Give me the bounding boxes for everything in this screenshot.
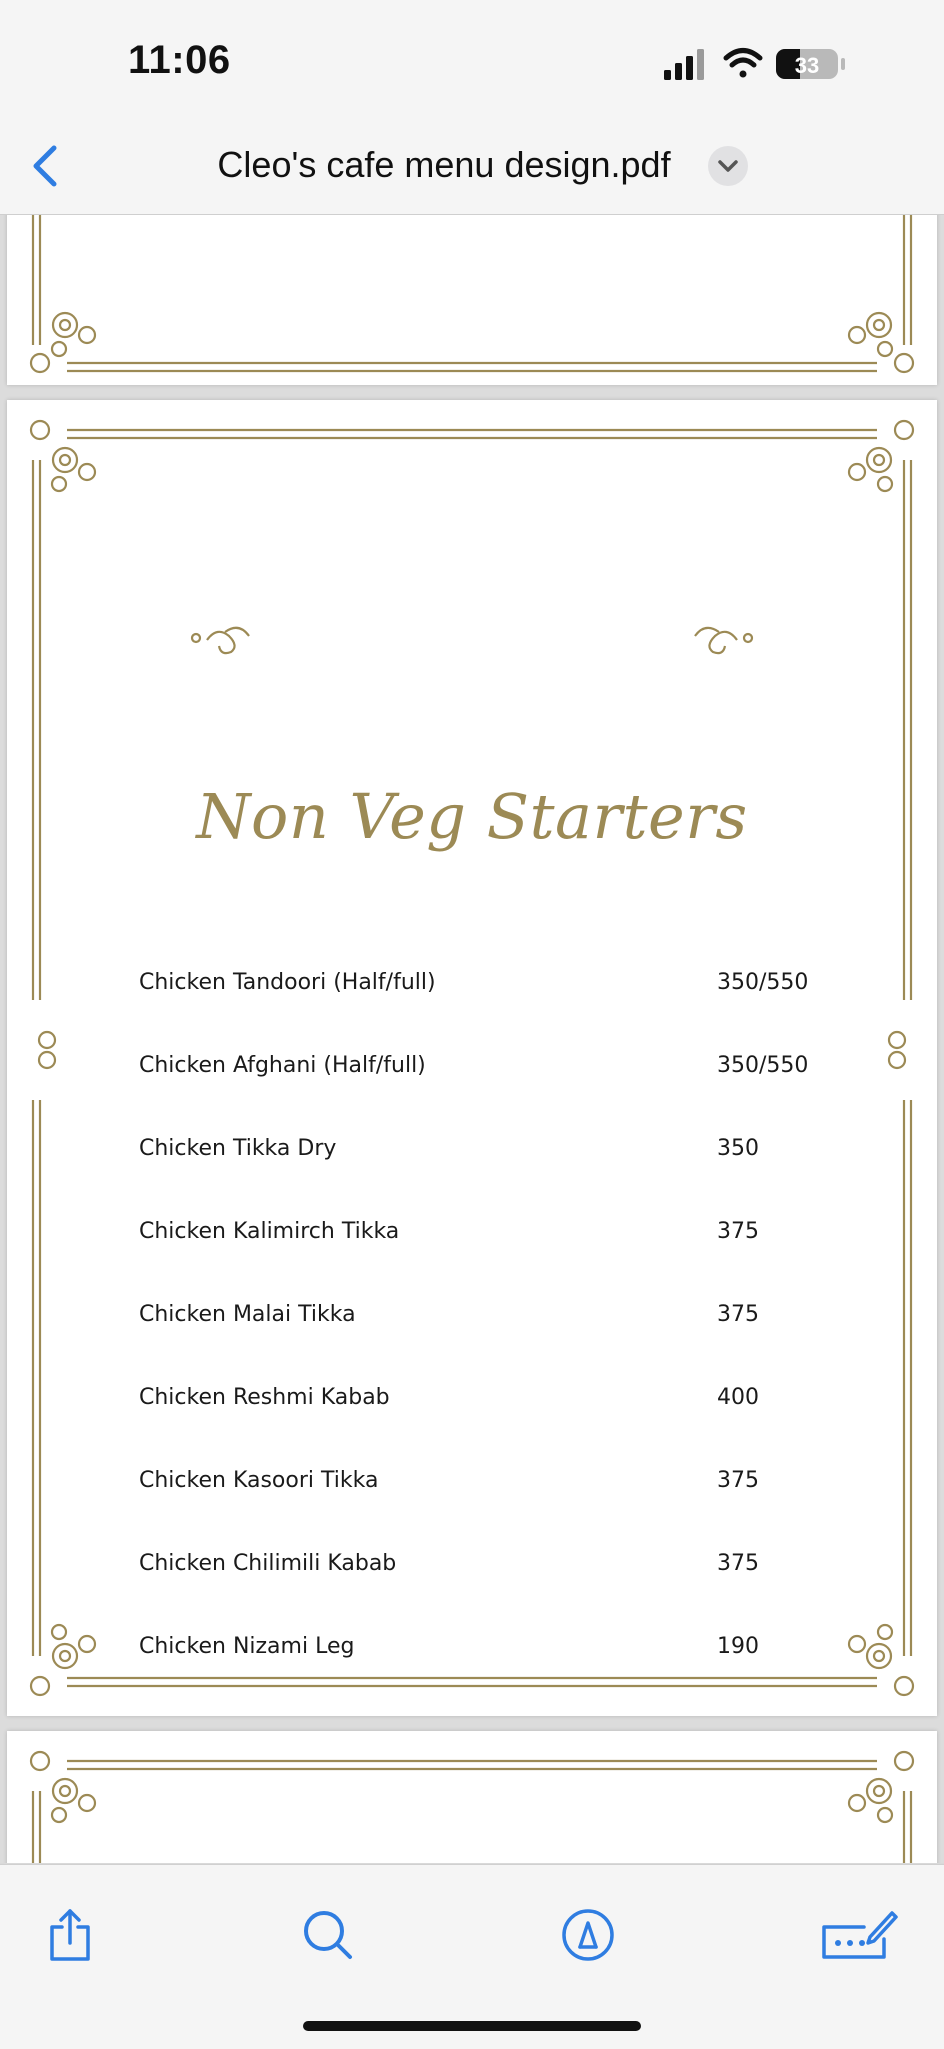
menu-item-name: Chicken Tandoori (Half/full) <box>139 970 436 995</box>
status-icons <box>664 44 864 84</box>
search-button[interactable] <box>298 1905 358 1965</box>
page-border-ornament <box>7 1731 937 1863</box>
markup-icon <box>558 1905 618 1965</box>
menu-item-price: 400 <box>717 1385 759 1410</box>
menu-item-price: 350 <box>717 1136 759 1161</box>
menu-item <box>139 1053 839 1093</box>
menu-item-price: 375 <box>717 1219 759 1244</box>
menu-item-name: Chicken Tikka Dry <box>139 1136 337 1161</box>
pdf-page-next <box>7 1731 937 1863</box>
menu-item <box>139 1302 839 1342</box>
menu-item-price: 350/550 <box>717 1053 809 1078</box>
share-button[interactable] <box>40 1905 100 1965</box>
home-indicator <box>303 2021 641 2031</box>
document-title[interactable]: Cleo's cafe menu design.pdf <box>217 144 671 185</box>
menu-item-name: Chicken Kalimirch Tikka <box>139 1219 400 1244</box>
cellular-signal-icon <box>664 49 704 80</box>
menu-item <box>139 970 839 1010</box>
fill-and-sign-icon <box>818 1905 898 1965</box>
markup-button[interactable] <box>558 1905 618 1965</box>
menu-item-name: Chicken Nizami Leg <box>139 1634 355 1659</box>
pdf-page-current <box>7 400 937 1716</box>
menu-item <box>139 1634 839 1674</box>
menu-item-price: 375 <box>717 1551 759 1576</box>
menu-item <box>139 1136 839 1176</box>
menu-item-name: Chicken Malai Tikka <box>139 1302 356 1327</box>
document-viewport[interactable] <box>0 215 944 1863</box>
fill-and-sign-button[interactable] <box>818 1905 898 1965</box>
menu-item <box>139 1385 839 1425</box>
battery-icon <box>776 49 845 79</box>
search-icon <box>298 1905 358 1965</box>
battery-level: 33 <box>794 53 820 78</box>
pdf-page-previous <box>7 215 937 385</box>
status-bar <box>0 0 944 120</box>
menu-item-price: 375 <box>717 1302 759 1327</box>
menu-item-name: Chicken Reshmi Kabab <box>139 1385 390 1410</box>
page-border-ornament <box>7 215 937 385</box>
menu-item-price: 190 <box>717 1634 759 1659</box>
share-icon <box>40 1905 100 1965</box>
bottom-toolbar <box>0 1864 944 2049</box>
status-time: 11:06 <box>128 38 231 82</box>
menu-item-name: Chicken Afghani (Half/full) <box>139 1053 426 1078</box>
menu-item-name: Chicken Kasoori Tikka <box>139 1468 379 1493</box>
menu-item <box>139 1551 839 1591</box>
menu-item-price: 375 <box>717 1468 759 1493</box>
menu-item <box>139 1468 839 1508</box>
title-menu-button[interactable] <box>708 146 748 186</box>
wifi-icon <box>726 51 760 78</box>
menu-item-name: Chicken Chilimili Kabab <box>139 1551 397 1576</box>
menu-item <box>139 1219 839 1259</box>
menu-section-title: Non Veg Starters <box>196 780 748 853</box>
nav-bar <box>0 120 944 215</box>
menu-item-price: 350/550 <box>717 970 809 995</box>
chevron-down-icon <box>708 146 748 186</box>
